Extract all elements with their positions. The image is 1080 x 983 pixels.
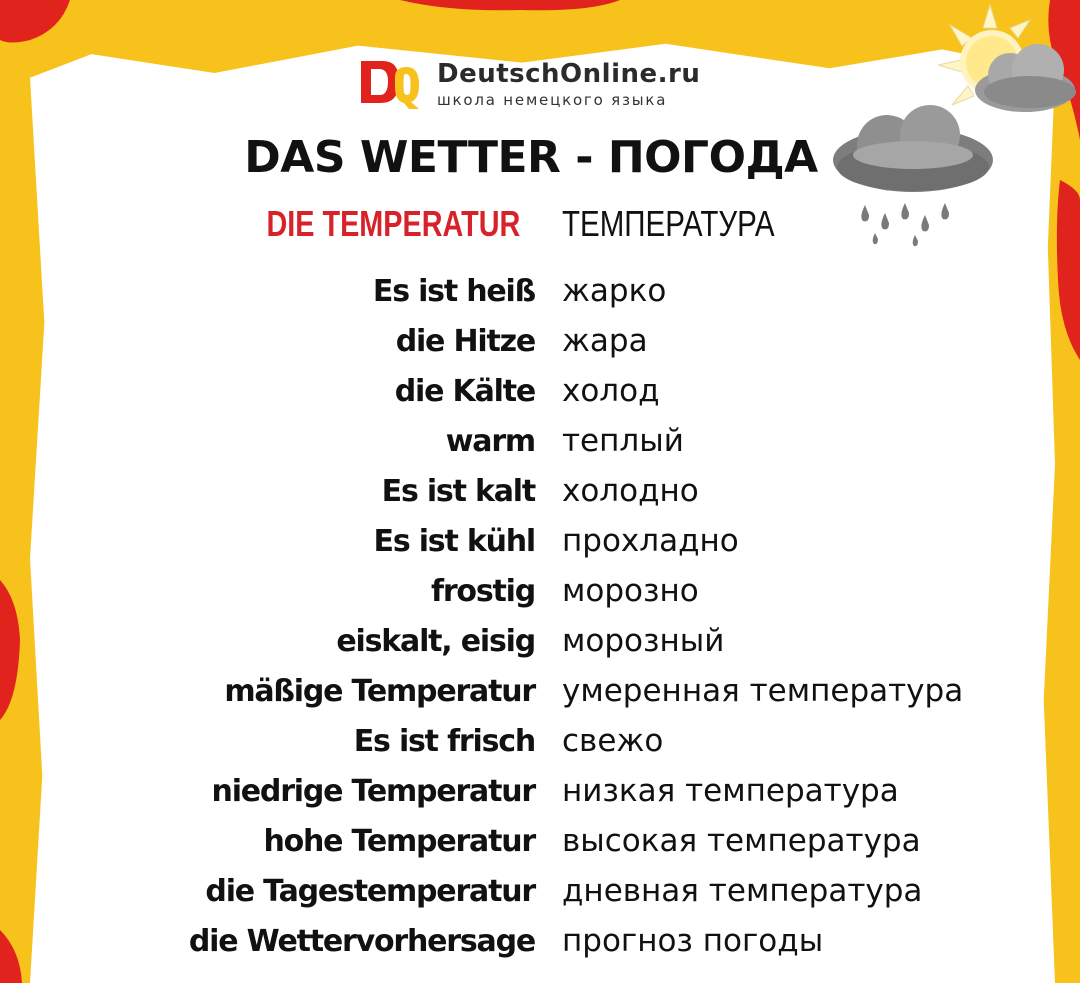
german-term: Es ist frisch [353, 724, 535, 759]
german-term: die Kälte [394, 374, 535, 409]
russian-translation: прохладно [562, 523, 739, 559]
german-term: frostig [430, 574, 535, 609]
vocabulary-row [0, 570, 1080, 620]
vocabulary-row [0, 470, 1080, 520]
german-term: niedrige Temperatur [211, 774, 535, 809]
page-title: DAS WETTER - ПОГОДА [244, 132, 818, 183]
russian-translation: теплый [562, 423, 684, 459]
vocabulary-row [0, 820, 1080, 870]
section-heading-russian: ТЕМПЕРАТУРА [562, 203, 775, 244]
german-term: eiskalt, eisig [336, 624, 535, 659]
german-term: mäßige Temperatur [224, 674, 535, 709]
vocabulary-row [0, 670, 1080, 720]
russian-translation: высокая температура [562, 823, 921, 859]
russian-translation: морозно [562, 573, 699, 609]
russian-translation: низкая температура [562, 773, 899, 809]
russian-translation: морозный [562, 623, 725, 659]
vocabulary-row [0, 370, 1080, 420]
russian-translation: холодно [562, 473, 699, 509]
russian-translation: прогноз погоды [562, 923, 824, 959]
dq-logo-icon [355, 55, 435, 111]
brand-tagline: школа немецкого языка [437, 91, 668, 109]
vocabulary-row [0, 920, 1080, 970]
german-term: Es ist heiß [372, 274, 535, 309]
vocabulary-row [0, 420, 1080, 470]
german-term: hohe Temperatur [263, 824, 535, 859]
vocabulary-row [0, 870, 1080, 920]
vocabulary-row [0, 720, 1080, 770]
german-term: Es ist kühl [373, 524, 535, 559]
german-term: die Tagestemperatur [205, 874, 535, 909]
german-term: Es ist kalt [381, 474, 535, 509]
section-heading-german: DIE TEMPERATUR [266, 203, 520, 244]
russian-translation: дневная температура [562, 873, 923, 909]
german-term: warm [445, 424, 535, 459]
german-term: die Wettervorhersage [188, 924, 535, 959]
german-term: die Hitze [395, 324, 535, 359]
vocabulary-row [0, 520, 1080, 570]
russian-translation: жара [562, 323, 648, 359]
russian-translation: умеренная температура [562, 673, 964, 709]
russian-translation: свежо [562, 723, 664, 759]
russian-translation: жарко [562, 273, 667, 309]
vocabulary-row [0, 620, 1080, 670]
brand-name: DeutschOnline.ru [437, 59, 701, 89]
russian-translation: холод [562, 373, 660, 409]
vocabulary-row [0, 270, 1080, 320]
vocabulary-row [0, 770, 1080, 820]
vocabulary-row [0, 320, 1080, 370]
